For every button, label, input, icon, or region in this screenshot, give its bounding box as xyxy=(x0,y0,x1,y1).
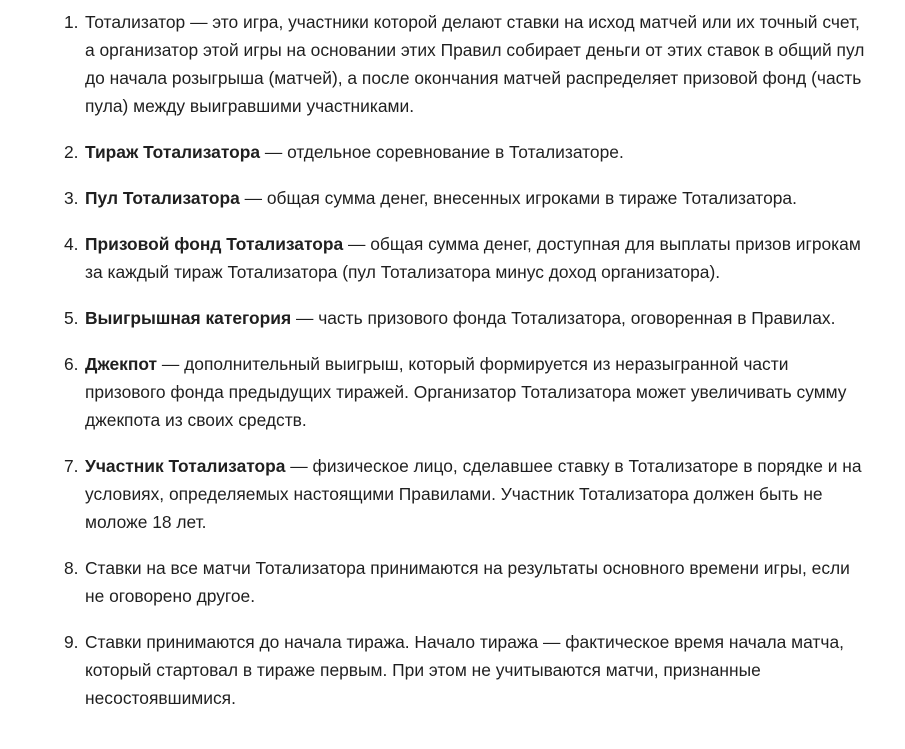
rule-text: Ставки принимаются до начала тиража. Начало тиража — фактическое время начала матча, который стартовал в тираже первым. При этом не учитываются матчи, признанные несостоявшимися. xyxy=(85,632,844,708)
rule-text: — общая сумма денег, внесенных игроками в тираже Тотализатора. xyxy=(239,188,797,208)
rule-term: Джекпот xyxy=(85,354,158,374)
rule-number: 3. xyxy=(64,188,79,208)
rule-term: Призовой фонд Тотализатора xyxy=(85,234,344,254)
rule-text: — дополнительный выигрыш, который формируется из неразыгранной части призового фонда предыдущих тиражей. Организатор Тотализатора может увеличивать сумму джекпота из своих средств. xyxy=(85,354,847,430)
rule-item-6 xyxy=(0,350,905,434)
rule-item-9 xyxy=(0,628,905,712)
rule-text: Ставки на все матчи Тотализатора принимаются на результаты основного времени игры, если не оговорено другое. xyxy=(85,558,850,606)
rule-item-8 xyxy=(0,554,905,610)
rule-text: Тотализатор — это игра, участники которой делают ставки на исход матчей или их точный счет, а организатор этой игры на основании этих Правил собирает деньги от этих ставок в общий пул до начала розыгрыша (матчей), а после окончания матчей распределяет призовой фонд (часть пула) между выигравшими участниками. xyxy=(85,12,865,116)
rule-number: 5. xyxy=(64,308,79,328)
rule-text: — отдельное соревнование в Тотализаторе. xyxy=(260,142,624,162)
rule-number: 7. xyxy=(64,456,79,476)
rule-item-3 xyxy=(0,184,905,212)
rule-item-4 xyxy=(0,230,905,286)
rule-term: Выигрышная категория xyxy=(85,308,292,328)
rule-number: 2. xyxy=(64,142,79,162)
rule-text: — часть призового фонда Тотализатора, оговоренная в Правилах. xyxy=(291,308,836,328)
rule-term: Тираж Тотализатора xyxy=(85,142,261,162)
rule-number: 9. xyxy=(64,632,79,652)
rule-term: Пул Тотализатора xyxy=(85,188,240,208)
rule-term: Участник Тотализатора xyxy=(85,456,286,476)
rule-text: — физическое лицо, сделавшее ставку в Тотализаторе в порядке и на условиях, определяемых настоящими Правилами. Участник Тотализатора должен быть не моложе 18 лет. xyxy=(85,456,862,532)
rule-number: 4. xyxy=(64,234,79,254)
rule-item-5 xyxy=(0,304,905,332)
rule-item-1 xyxy=(0,8,905,120)
rule-item-7 xyxy=(0,452,905,536)
rules-list xyxy=(0,8,905,730)
rule-number: 6. xyxy=(64,354,79,374)
rule-text: — общая сумма денег, доступная для выплаты призов игрокам за каждый тираж Тотализатора (пул Тотализатора минус доход организатора). xyxy=(85,234,861,282)
rule-number: 8. xyxy=(64,558,79,578)
rule-number: 1. xyxy=(64,12,79,32)
rule-item-2 xyxy=(0,138,905,166)
